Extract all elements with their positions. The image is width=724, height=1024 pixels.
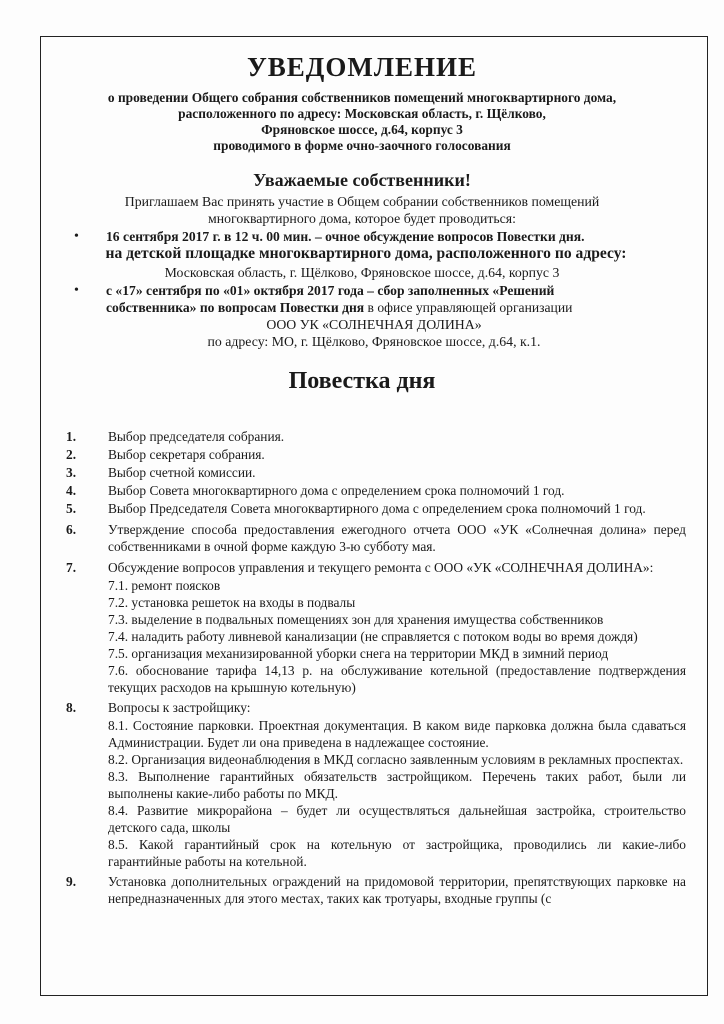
item-number: 2. [66, 447, 77, 462]
item-number: 4. [66, 483, 77, 498]
bullet-icon: • [74, 229, 79, 244]
notice-subtitle-line-3: Фряновское шоссе, д.64, корпус 3 [261, 122, 463, 137]
bullet2-period-line: с «17» сентября по «01» октября 2017 года – сбор заполненных «Решений [106, 283, 555, 298]
item-number: 8. [66, 700, 77, 715]
item-number: 5. [66, 501, 77, 516]
agenda-subitem: 7.2. установка решеток на входы в подвалы [108, 595, 356, 610]
bullet2-office-line [106, 299, 572, 316]
bullet-icon: • [74, 283, 79, 298]
agenda-item [0, 428, 724, 445]
item-text: Установка дополнительных ограждений на придомовой территории, препятствующих парковке на непредназначенных для этого местах, таких как тротуары, входные группы (с [108, 874, 686, 906]
notice-title: УВЕДОМЛЕНИЕ [246, 52, 478, 82]
bullet2-rest-part: в офисе управляющей организации [364, 300, 573, 315]
bullet2-bold-part: собственника» по вопросам Повестки дня [106, 300, 365, 315]
agenda-subitem: 7.4. наладить работу ливневой канализации (не справляется с потоком воды во время дождя) [108, 629, 638, 644]
invite-line-2: многоквартирного дома, которое будет проводиться: [208, 211, 516, 226]
bullet1-address-line: Московская область, г. Щёлково, Фряновское шоссе, д.64, корпус 3 [164, 265, 560, 280]
agenda-subitem: 8.4. Развитие микрорайона – будет ли осуществляться дальнейшая застройка, строительство детского сада, школы [108, 803, 686, 835]
agenda-subitem: 8.1. Состояние парковки. Проектная документация. В каком виде парковка должна была сдаваться Администрации. Будет ли она приведена в надлежащее состояние. [108, 718, 686, 750]
item-number: 9. [66, 874, 77, 889]
agenda-subitem: 8.2. Организация видеонаблюдения в МКД согласно заявленным условиям в рекламных проспектах. [108, 752, 684, 767]
item-text: Выбор счетной комиссии. [108, 465, 256, 480]
agenda-list [0, 428, 724, 908]
agenda-subitem: 8.3. Выполнение гарантийных обязательств застройщиком. Перечень таких работ, были ли выполнены какие-либо работы по МКД. [108, 769, 686, 801]
item-text: Выбор Совета многоквартирного дома с определением срока полномочий 1 год. [108, 483, 565, 498]
agenda-subitem: 7.1. ремонт поясков [108, 578, 221, 593]
notice-subtitle-line-1: о проведении Общего собрания собственников помещений многоквартирного дома, [107, 90, 617, 105]
agenda-item [0, 464, 724, 481]
agenda-title: Повестка дня [288, 368, 436, 394]
greeting: Уважаемые собственники! [253, 170, 471, 190]
item-number: 6. [66, 522, 77, 537]
agenda-item [0, 482, 724, 499]
item-number: 1. [66, 429, 77, 444]
agenda-item [0, 446, 724, 463]
agenda-subitem: 7.6. обоснование тарифа 14,13 р. на обслуживание котельной (предоставление подтверждения текущих расходов на крышную котельную) [108, 663, 686, 695]
agenda-subitem: 7.3. выделение в подвальных помещениях зон для хранения имущества собственников [108, 612, 604, 627]
agenda-item [0, 873, 724, 907]
company-name: ООО УК «СОЛНЕЧНАЯ ДОЛИНА» [266, 317, 482, 332]
item-number: 3. [66, 465, 77, 480]
agenda-item [0, 559, 724, 576]
agenda-subitem: 7.5. организация механизированной уборки снега на территории МКД в зимний период [108, 646, 609, 661]
company-address: по адресу: МО, г. Щёлково, Фряновское шоссе, д.64, к.1. [207, 334, 541, 349]
agenda-item [0, 699, 724, 716]
notice-subtitle-line-2: расположенного по адресу: Московская область, г. Щёлково, [178, 106, 546, 121]
item-text: Выбор Председателя Совета многоквартирного дома с определением срока полномочий 1 год. [108, 501, 646, 516]
notice-subtitle-line-4: проводимого в форме очно-заочного голосования [213, 138, 511, 153]
item-text: Утверждение способа предоставления ежегодного отчета ООО «УК «Солнечная долина» перед собственниками в очной форме каждую 3-ю субботу мая. [108, 522, 686, 554]
agenda-item [0, 500, 724, 517]
item-text: Обсуждение вопросов управления и текущего ремонта с ООО «УК «СОЛНЕЧНАЯ ДОЛИНА»: [108, 560, 654, 575]
item-text: Выбор секретаря собрания. [108, 447, 265, 462]
agenda-subitem: 8.5. Какой гарантийный срок на котельную от застройщика, проводились ли какие-либо гарантийные работы на котельной. [108, 837, 686, 869]
item-text: Выбор председателя собрания. [108, 429, 285, 444]
agenda-item [0, 521, 724, 555]
item-number: 7. [66, 560, 77, 575]
bullet1-date-line: 16 сентября 2017 г. в 12 ч. 00 мин. – очное обсуждение вопросов Повестки дня. [106, 229, 585, 244]
item-text: Вопросы к застройщику: [108, 700, 251, 715]
bullet1-location-line: на детской площадке многоквартирного дома, расположенного по адресу: [105, 245, 627, 262]
invite-line-1: Приглашаем Вас принять участие в Общем собрании собственников помещений [124, 194, 600, 209]
